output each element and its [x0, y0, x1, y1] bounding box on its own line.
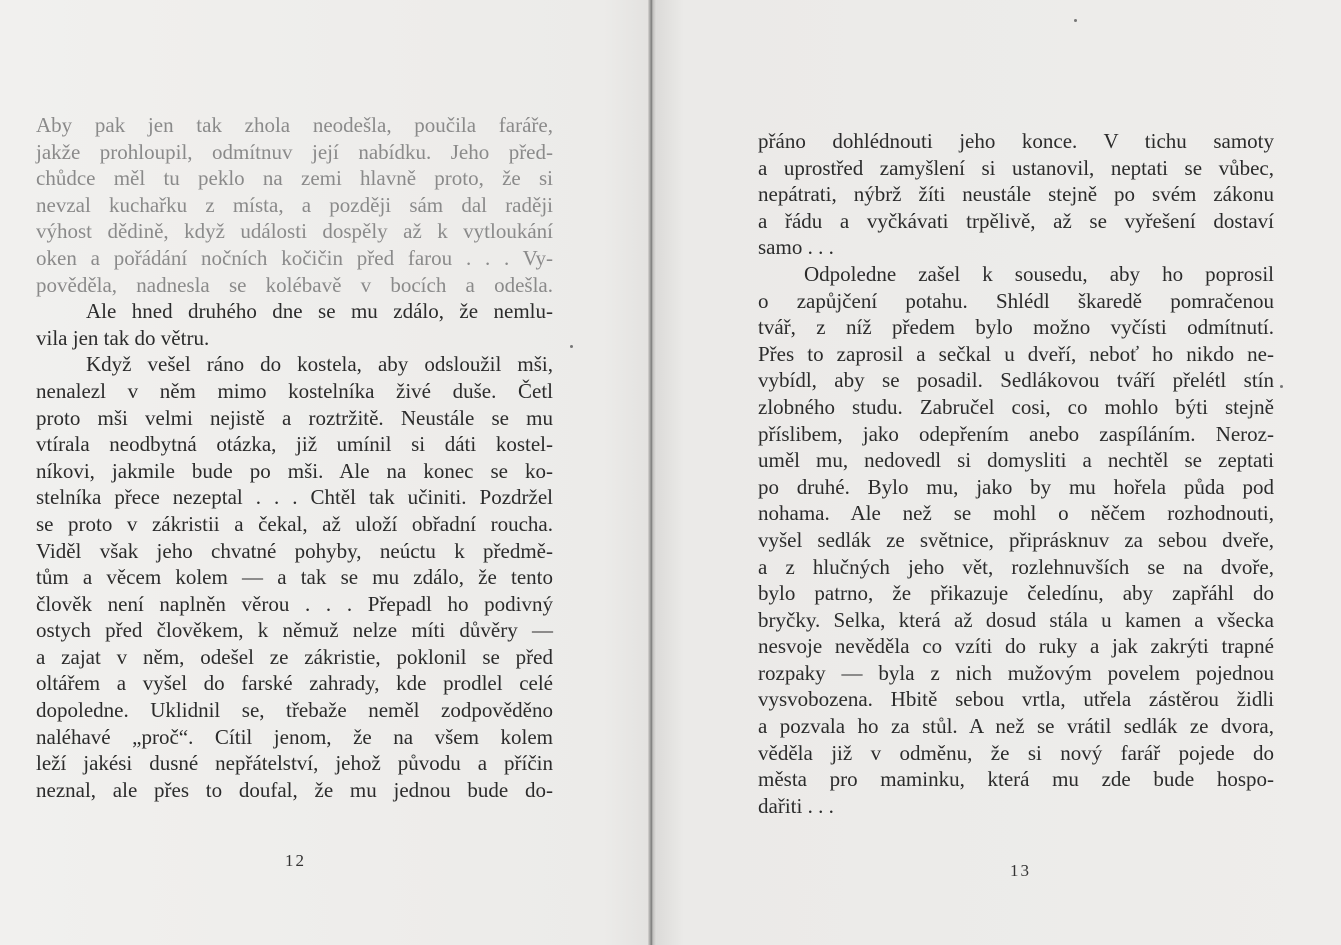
text-line: Když vešel ráno do kostela, aby odsloužil mši,	[86, 352, 553, 377]
text-line: ostych před člověkem, k němuž nelze míti důvěry —	[36, 618, 553, 643]
text-line: stelníka přece nezeptal . . . Chtěl tak učiniti. Pozdržel	[36, 485, 553, 510]
text-line: leží jakési dusné nepřátelství, jehož původu a příčin	[36, 751, 553, 776]
text-line: přáno dohlédnouti jeho konce. V tichu samoty	[758, 129, 1274, 153]
text-line: člověk není naplněn věrou . . . Přepadl ho podivný	[36, 591, 553, 616]
text-line: samo . . .	[758, 235, 834, 260]
text-line: vtírala neodbytná otázka, již umínil si dáti kostel-	[36, 432, 553, 457]
text-line: a uprostřed zamyšlení si ustanovil, neptati se vůbec,	[758, 155, 1274, 180]
text-line: města pro maminku, která mu zde bude hospo-	[758, 767, 1274, 792]
page-number-left: 12	[285, 851, 306, 870]
text-line: níkovi, jakmile bude po mši. Ale na konec se ko-	[36, 458, 553, 483]
paper-speck	[1074, 19, 1077, 22]
paper-speck	[1280, 385, 1283, 388]
text-line: Aby pak jen tak zhola neodešla, poučila faráře,	[36, 113, 553, 137]
text-line: bylo patrno, že přikazuje čeledínu, aby zapřáhl do	[758, 581, 1274, 606]
text-line: oltářem a vyšel do farské zahrady, kde prodlel celé	[36, 671, 553, 696]
text-line: dopoledne. Uklidnil se, třebaže neměl zodpověděno	[36, 698, 553, 723]
text-line: rozpaky — byla z nich mužovým povelem pojednou	[758, 660, 1274, 685]
text-line: nevzal kuchařku z místa, a později sám dal raději	[36, 192, 553, 217]
text-line: po druhé. Bylo mu, jako by mu hořela půda pod	[758, 474, 1274, 499]
text-line: vila jen tak do větru.	[36, 325, 210, 350]
text-line: Odpoledne zašel k sousedu, aby ho poprosil	[804, 261, 1274, 286]
paper-speck	[570, 345, 573, 348]
text-line: příslibem, jako odepřením anebo zaspíláním. Neroz-	[758, 421, 1274, 446]
book-gutter	[648, 0, 656, 945]
text-line: jakže prohloupil, odmítnuv její nabídku. Jeho před-	[36, 139, 553, 164]
text-line: pověděla, nadnesla se kolébavě v bocích a odešla.	[36, 272, 553, 297]
text-line: a pozvala ho za stůl. A než se vrátil sedlák ze dvora,	[758, 714, 1274, 739]
text-line: tvář, z níž předem bylo možno vyčísti odmítnutí.	[758, 315, 1274, 340]
text-line: tům a věcem kolem — a tak se mu zdálo, že tento	[36, 565, 553, 590]
text-line: nohama. Ale než se mohl o něčem rozhodnouti,	[758, 501, 1274, 526]
left-page-text	[36, 112, 553, 803]
text-line: nesvoje nevěděla co vzíti do ruky a jak zakrýti trapné	[758, 634, 1274, 659]
text-line: chůdce měl tu peklo na zemi hlavně proto, že si	[36, 166, 553, 191]
text-line: a z hlučných jeho vět, rozlehnuvších se na dvoře,	[758, 554, 1274, 579]
text-line: vybídl, aby se posadil. Sedlákovou tváří přelétl stín	[758, 368, 1274, 393]
text-line: vyšel sedlák ze světnice, připrásknuv za sebou dveře,	[758, 527, 1274, 552]
text-line: bryčky. Selka, která až dosud stála u kamen a všecka	[758, 607, 1274, 632]
text-line: Viděl však jeho chvatné pohyby, neúctu k předmě-	[36, 538, 553, 563]
text-line: Ale hned druhého dne se mu zdálo, že nemlu-	[86, 299, 553, 324]
text-line: dařiti . . .	[758, 793, 834, 818]
right-page-text	[758, 128, 1274, 819]
page-number-right: 13	[1010, 861, 1031, 880]
text-line: vysvobozena. Hbitě sebou vrtla, utřela zástěrou židli	[758, 687, 1274, 712]
text-line: a řádu a vyčkávati trpělivě, až se vyřešení dostaví	[758, 208, 1274, 233]
text-line: proto mši velmi nejistě a roztržitě. Neustále se mu	[36, 405, 553, 430]
text-line: zlobného studu. Zabručel cosi, co mohlo býti stejně	[758, 394, 1274, 419]
text-line: a zajat v něm, odešel ze zákristie, poklonil se před	[36, 644, 553, 669]
text-line: Přes to zaprosil a sečkal u dveří, neboť ho nikdo ne-	[758, 341, 1274, 366]
text-line: uměl mu, nedovedl si domysliti a nechtěl se zeptati	[758, 448, 1274, 473]
text-line: výhost dědině, když události dospěly až k vytloukání	[36, 219, 553, 244]
text-line: se proto v zákristii a čekal, až uloží obřadní roucha.	[36, 511, 553, 536]
text-line: nepátrati, nýbrž žíti neustále stejně po svém zákonu	[758, 182, 1274, 207]
text-line: neznal, ale přes to doufal, že mu jednou bude do-	[36, 777, 553, 802]
text-line: naléhavé „proč“. Cítil jenom, že na všem kolem	[36, 724, 553, 749]
text-line: o zapůjčení potahu. Shlédl škaredě pomračenou	[758, 288, 1274, 313]
text-line: věděla již v odměnu, že si nový farář pojede do	[758, 740, 1274, 765]
text-line: nenalezl v něm mimo kostelníka živé duše. Četl	[36, 378, 553, 403]
text-line: oken a pořádání nočních kočičin před farou . . . Vy-	[36, 245, 553, 270]
